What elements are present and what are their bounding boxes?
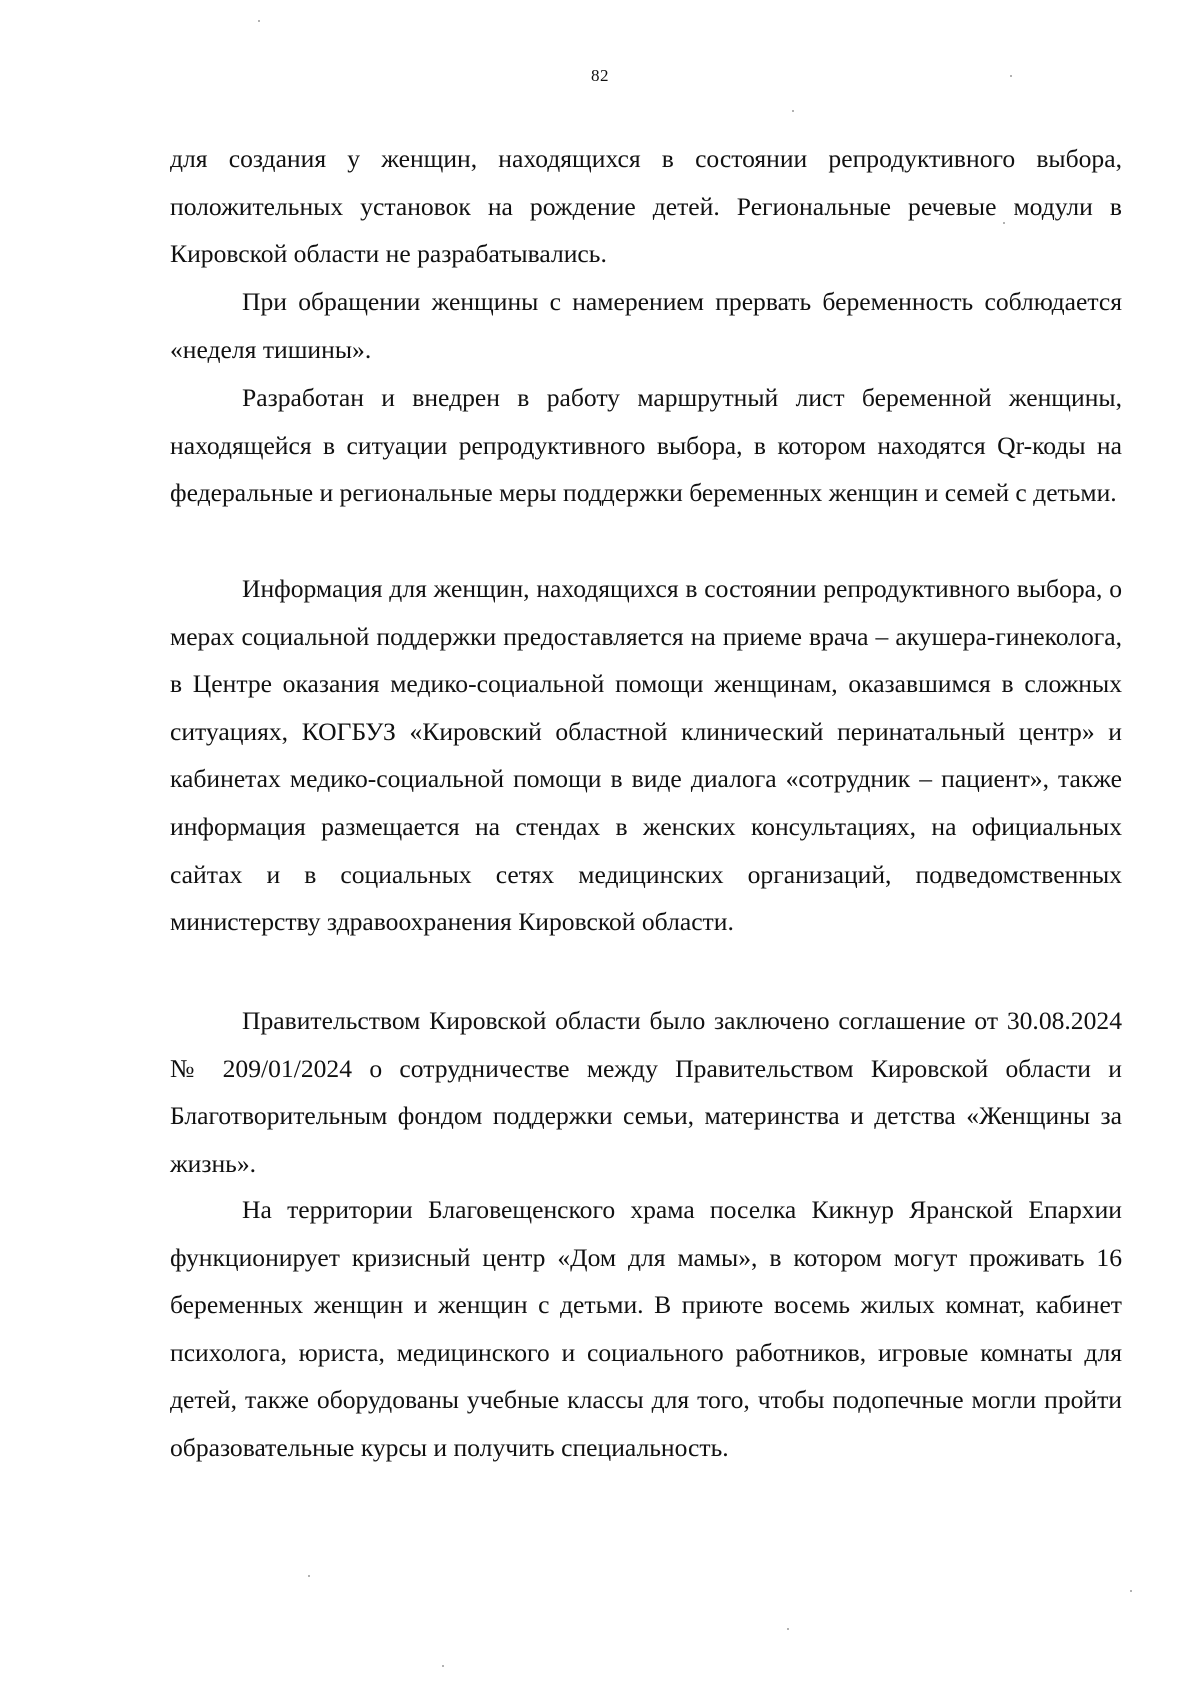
scan-speck xyxy=(442,1665,444,1667)
scan-speck xyxy=(787,1628,789,1630)
paragraph-1: для создания у женщин, находящихся в состоянии репродуктивного выбора, положительных установок на рождение детей. Региональные речевые модули в Кировской области не разрабатывались. xyxy=(170,144,1122,269)
scan-speck xyxy=(1003,222,1005,224)
scan-speck xyxy=(258,20,260,22)
paragraph-4: Информация для женщин, находящихся в состоянии репродуктивного выбора, о мерах социальной поддержки предоставляется на приеме врача – акушера-гинеколога, в Центре оказания медико-социальной помощи женщинам, оказавшимся в сложных ситуациях, КОГБУЗ «Кировский областной клинический перинатальный центр» и кабинетах медико-социальной помощи в виде диалога «сотрудник – пациент», также информация размещается на стендах в женских консультациях, на официальных сайтах и в социальных сетях медицинских организаций, подведомственных министерству здравоохранения Кировской области. xyxy=(170,574,1122,937)
scan-speck xyxy=(792,110,794,112)
scan-speck xyxy=(1130,1590,1132,1592)
paragraph-5: Правительством Кировской области было заключено соглашение от 30.08.2024 № 209/01/2024 о сотрудничестве между Правительством Кировской области и Благотворительным фондом поддержки семьи, материнства и детства «Женщины за жизнь». xyxy=(170,1006,1122,1178)
paragraph-3: Разработан и внедрен в работу маршрутный лист беременной женщины, находящейся в ситуации репродуктивного выбора, в котором находятся Qr-коды на федеральные и региональные меры поддержки беременных женщин и семей с детьми. xyxy=(170,383,1122,508)
paragraph-6: На территории Благовещенского храма поселка Кикнур Яранской Епархии функционирует кризисный центр «Дом для мамы», в котором могут проживать 16 беременных женщин и женщин с детьми. В приюте восемь жилых комнат, кабинет психолога, юриста, медицинского и социального работников, игровые комнаты для детей, также оборудованы учебные классы для того, чтобы подопечные могли пройти образовательные курсы и получить специальность. xyxy=(170,1195,1122,1462)
scan-speck xyxy=(308,1575,310,1577)
paragraph-2: При обращении женщины с намерением прервать беременность соблюдается «неделя тишины». xyxy=(170,287,1122,364)
scan-speck xyxy=(1010,75,1012,77)
page-number: 82 xyxy=(591,66,609,85)
